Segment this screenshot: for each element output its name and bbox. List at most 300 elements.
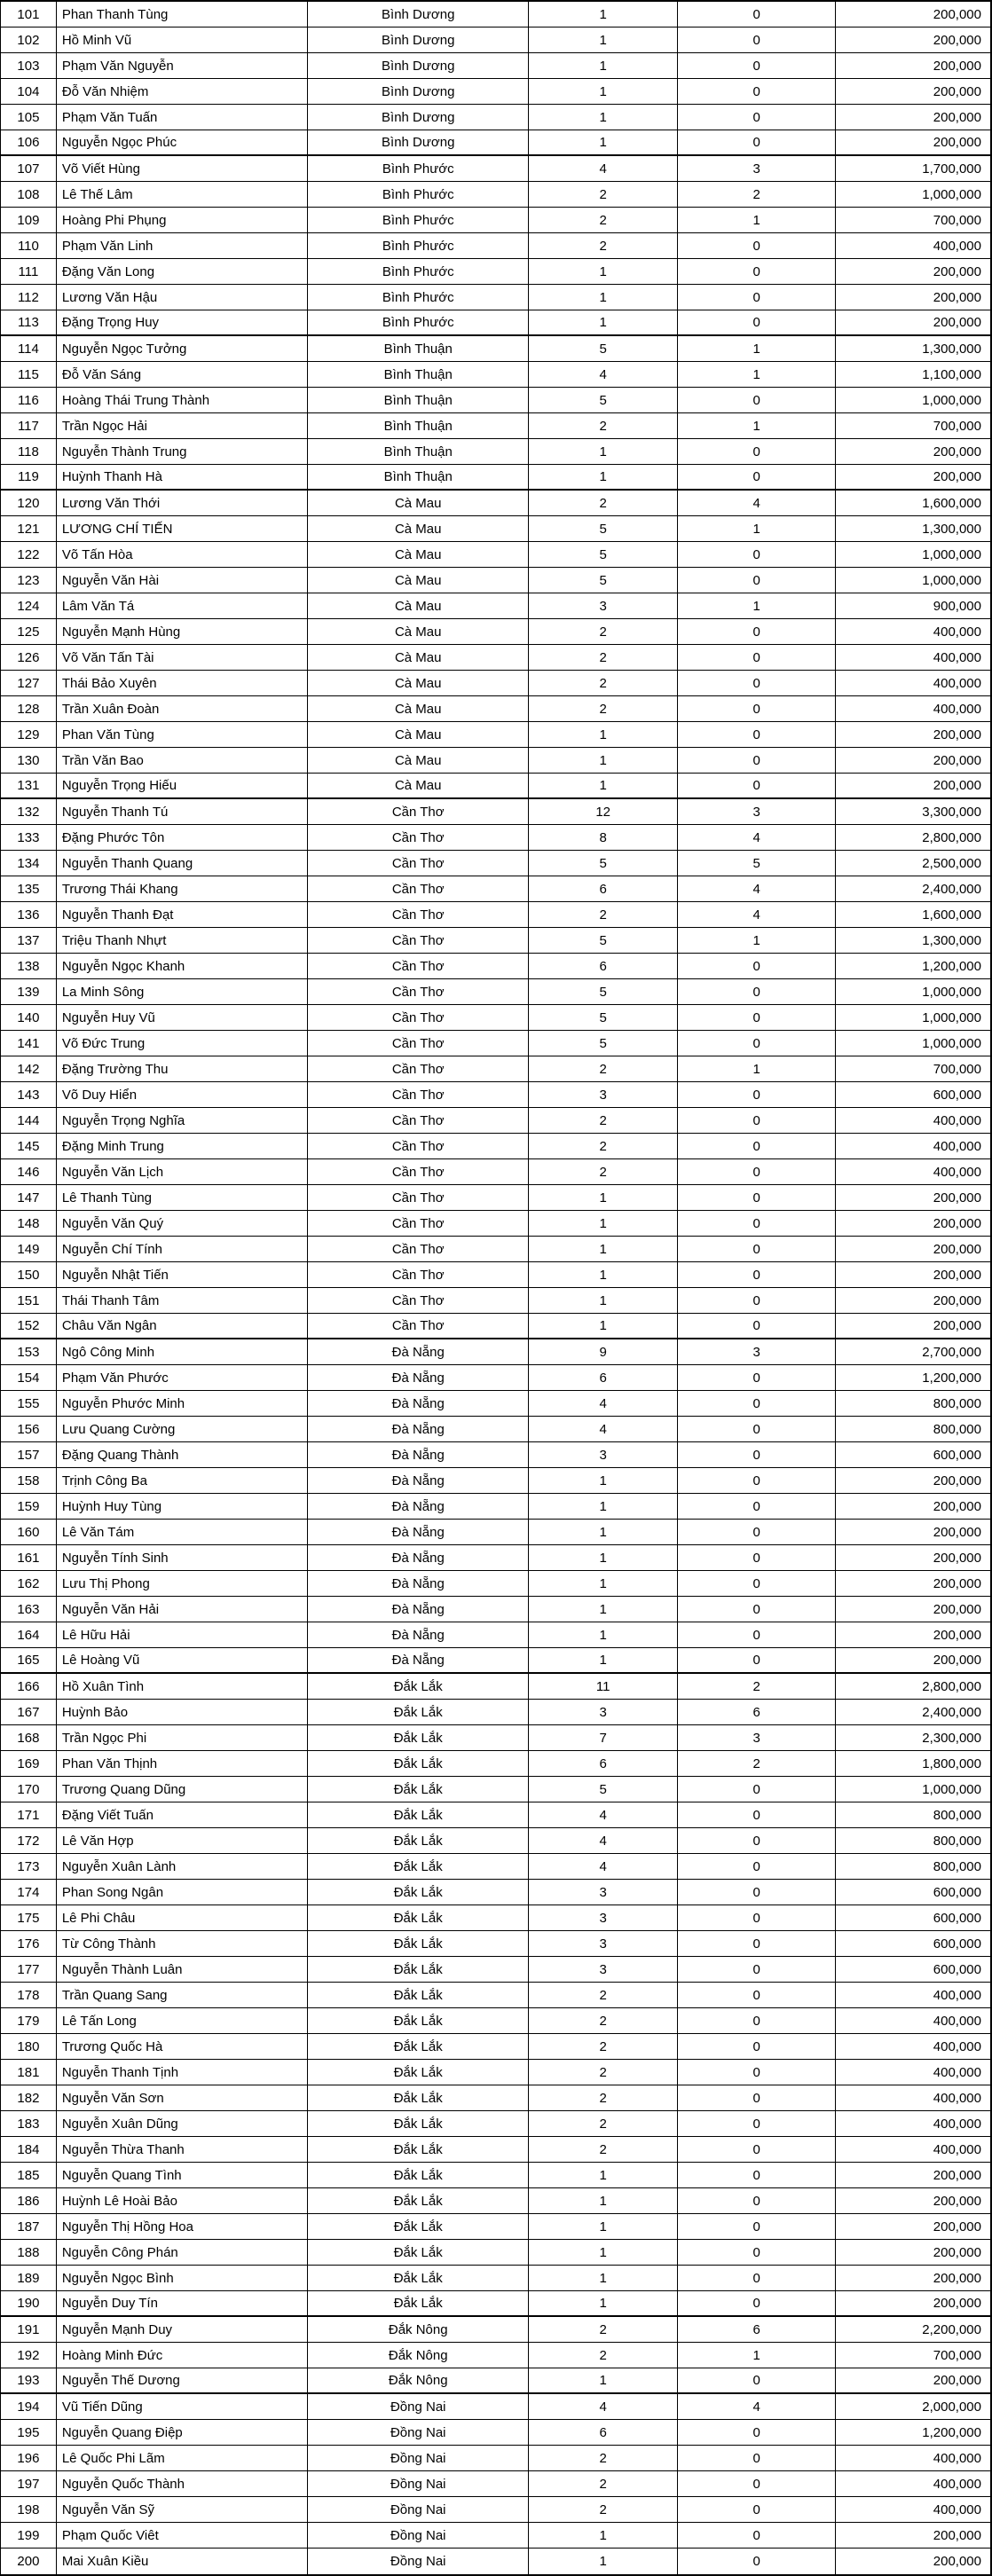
count-a-cell[interactable]: 1 bbox=[529, 748, 678, 773]
row-number-cell[interactable]: 183 bbox=[1, 2111, 57, 2136]
count-a-cell[interactable]: 1 bbox=[529, 1262, 678, 1287]
count-b-cell[interactable]: 0 bbox=[678, 1417, 837, 1441]
amount-cell[interactable]: 200,000 bbox=[933, 1627, 981, 1643]
amount-cell[interactable]: 400,000 bbox=[933, 2038, 981, 2054]
province-cell[interactable]: Cần Thơ bbox=[308, 1082, 529, 1107]
name-cell[interactable]: Lê Tấn Long bbox=[57, 2008, 308, 2033]
count-a-cell[interactable]: 1 bbox=[529, 1571, 678, 1596]
province-cell[interactable]: Bình Thuận bbox=[308, 439, 529, 464]
count-a-cell[interactable]: 5 bbox=[529, 388, 678, 412]
name-cell[interactable]: Trần Ngọc Phi bbox=[57, 1725, 308, 1750]
count-b-cell[interactable]: 0 bbox=[678, 1828, 837, 1853]
count-b-cell[interactable]: 0 bbox=[678, 259, 837, 284]
name-cell[interactable]: Vũ Tiến Dũng bbox=[57, 2394, 308, 2419]
count-a-cell[interactable]: 3 bbox=[529, 1700, 678, 1724]
name-cell[interactable]: Trương Quang Dũng bbox=[57, 1777, 308, 1802]
amount-cell[interactable]: 2,200,000 bbox=[922, 2321, 981, 2337]
count-a-cell[interactable]: 2 bbox=[529, 2446, 678, 2470]
province-cell[interactable]: Đắk Lắk bbox=[308, 2214, 529, 2239]
name-cell[interactable]: Châu Văn Ngân bbox=[57, 1314, 308, 1338]
amount-cell[interactable]: 400,000 bbox=[933, 2450, 981, 2466]
name-cell[interactable]: Nguyễn Thanh Quang bbox=[57, 851, 308, 876]
count-b-cell[interactable]: 0 bbox=[678, 1622, 837, 1647]
count-a-cell[interactable]: 8 bbox=[529, 825, 678, 850]
row-number-cell[interactable]: 104 bbox=[1, 79, 57, 104]
count-b-cell[interactable]: 0 bbox=[678, 2085, 837, 2110]
row-number-cell[interactable]: 163 bbox=[1, 1597, 57, 1622]
count-a-cell[interactable]: 1 bbox=[529, 1545, 678, 1570]
amount-cell[interactable]: 800,000 bbox=[933, 1395, 981, 1411]
name-cell[interactable]: Lưu Quang Cường bbox=[57, 1417, 308, 1441]
name-cell[interactable]: Võ Văn Tấn Tài bbox=[57, 645, 308, 670]
row-number-cell[interactable]: 144 bbox=[1, 1108, 57, 1133]
row-number-cell[interactable]: 185 bbox=[1, 2163, 57, 2187]
row-number-cell[interactable]: 173 bbox=[1, 1854, 57, 1879]
count-a-cell[interactable]: 1 bbox=[529, 1494, 678, 1519]
province-cell[interactable]: Cà Mau bbox=[308, 696, 529, 721]
row-number-cell[interactable]: 141 bbox=[1, 1031, 57, 1056]
row-number-cell[interactable]: 160 bbox=[1, 1520, 57, 1544]
amount-cell[interactable]: 200,000 bbox=[933, 1473, 981, 1488]
count-b-cell[interactable]: 0 bbox=[678, 285, 837, 310]
count-a-cell[interactable]: 2 bbox=[529, 2343, 678, 2368]
province-cell[interactable]: Cà Mau bbox=[308, 619, 529, 644]
count-a-cell[interactable]: 2 bbox=[529, 1134, 678, 1158]
count-b-cell[interactable]: 0 bbox=[678, 79, 837, 104]
amount-cell[interactable]: 400,000 bbox=[933, 624, 981, 640]
count-b-cell[interactable]: 0 bbox=[678, 2523, 837, 2548]
amount-cell[interactable]: 400,000 bbox=[933, 1138, 981, 1154]
row-number-cell[interactable]: 186 bbox=[1, 2188, 57, 2213]
count-a-cell[interactable]: 4 bbox=[529, 1802, 678, 1827]
name-cell[interactable]: Phạm Văn Tuấn bbox=[57, 105, 308, 130]
amount-cell[interactable]: 3,300,000 bbox=[922, 804, 981, 820]
count-a-cell[interactable]: 1 bbox=[529, 53, 678, 78]
count-b-cell[interactable]: 5 bbox=[678, 851, 837, 876]
count-a-cell[interactable]: 1 bbox=[529, 1314, 678, 1338]
name-cell[interactable]: Trần Quang Sang bbox=[57, 1983, 308, 2007]
count-b-cell[interactable]: 0 bbox=[678, 233, 837, 258]
count-b-cell[interactable]: 0 bbox=[678, 1005, 837, 1030]
count-a-cell[interactable]: 4 bbox=[529, 1417, 678, 1441]
row-number-cell[interactable]: 188 bbox=[1, 2240, 57, 2265]
amount-cell[interactable]: 200,000 bbox=[933, 2193, 981, 2209]
count-b-cell[interactable]: 0 bbox=[678, 748, 837, 773]
row-number-cell[interactable]: 115 bbox=[1, 362, 57, 387]
row-number-cell[interactable]: 135 bbox=[1, 876, 57, 901]
province-cell[interactable]: Đắk Lắk bbox=[308, 1854, 529, 1879]
name-cell[interactable]: Đỗ Văn Nhiệm bbox=[57, 79, 308, 104]
province-cell[interactable]: Cần Thơ bbox=[308, 928, 529, 953]
amount-cell[interactable]: 200,000 bbox=[933, 2296, 981, 2311]
row-number-cell[interactable]: 196 bbox=[1, 2446, 57, 2470]
amount-cell[interactable]: 200,000 bbox=[933, 2244, 981, 2260]
amount-cell[interactable]: 400,000 bbox=[933, 2090, 981, 2106]
count-a-cell[interactable]: 2 bbox=[529, 619, 678, 644]
count-a-cell[interactable]: 4 bbox=[529, 2394, 678, 2419]
amount-cell[interactable]: 1,300,000 bbox=[922, 341, 981, 357]
province-cell[interactable]: Đà Nẵng bbox=[308, 1417, 529, 1441]
name-cell[interactable]: Nguyễn Xuân Lành bbox=[57, 1854, 308, 1879]
count-b-cell[interactable]: 0 bbox=[678, 1391, 837, 1416]
count-a-cell[interactable]: 2 bbox=[529, 1108, 678, 1133]
count-b-cell[interactable]: 0 bbox=[678, 2266, 837, 2290]
name-cell[interactable]: Nguyễn Phước Minh bbox=[57, 1391, 308, 1416]
count-b-cell[interactable]: 0 bbox=[678, 439, 837, 464]
count-a-cell[interactable]: 3 bbox=[529, 1442, 678, 1467]
count-a-cell[interactable]: 1 bbox=[529, 2214, 678, 2239]
name-cell[interactable]: Hoàng Thái Trung Thành bbox=[57, 388, 308, 412]
row-number-cell[interactable]: 106 bbox=[1, 130, 57, 154]
row-number-cell[interactable]: 122 bbox=[1, 542, 57, 567]
row-number-cell[interactable]: 184 bbox=[1, 2137, 57, 2162]
amount-cell[interactable]: 200,000 bbox=[933, 1575, 981, 1591]
row-number-cell[interactable]: 153 bbox=[1, 1339, 57, 1364]
count-b-cell[interactable]: 0 bbox=[678, 1365, 837, 1390]
amount-cell[interactable]: 200,000 bbox=[933, 109, 981, 125]
count-a-cell[interactable]: 6 bbox=[529, 876, 678, 901]
row-number-cell[interactable]: 120 bbox=[1, 491, 57, 515]
name-cell[interactable]: Lê Thế Lâm bbox=[57, 182, 308, 207]
count-a-cell[interactable]: 2 bbox=[529, 208, 678, 232]
amount-cell[interactable]: 1,000,000 bbox=[922, 546, 981, 562]
count-b-cell[interactable]: 0 bbox=[678, 2471, 837, 2496]
name-cell[interactable]: Nguyễn Trọng Hiếu bbox=[57, 774, 308, 797]
row-number-cell[interactable]: 170 bbox=[1, 1777, 57, 1802]
count-b-cell[interactable]: 1 bbox=[678, 413, 837, 438]
row-number-cell[interactable]: 140 bbox=[1, 1005, 57, 1030]
count-b-cell[interactable]: 0 bbox=[678, 568, 837, 593]
row-number-cell[interactable]: 177 bbox=[1, 1957, 57, 1982]
row-number-cell[interactable]: 162 bbox=[1, 1571, 57, 1596]
amount-cell[interactable]: 1,000,000 bbox=[922, 1009, 981, 1025]
amount-cell[interactable]: 1,300,000 bbox=[922, 932, 981, 948]
amount-cell[interactable]: 1,000,000 bbox=[922, 186, 981, 202]
province-cell[interactable]: Bình Dương bbox=[308, 2, 529, 27]
count-a-cell[interactable]: 1 bbox=[529, 27, 678, 52]
province-cell[interactable]: Cà Mau bbox=[308, 774, 529, 797]
province-cell[interactable]: Cần Thơ bbox=[308, 1108, 529, 1133]
row-number-cell[interactable]: 165 bbox=[1, 1648, 57, 1672]
amount-cell[interactable]: 200,000 bbox=[933, 58, 981, 74]
row-number-cell[interactable]: 121 bbox=[1, 516, 57, 541]
name-cell[interactable]: Đặng Minh Trung bbox=[57, 1134, 308, 1158]
name-cell[interactable]: Võ Viết Hùng bbox=[57, 156, 308, 181]
row-number-cell[interactable]: 103 bbox=[1, 53, 57, 78]
count-a-cell[interactable]: 7 bbox=[529, 1725, 678, 1750]
amount-cell[interactable]: 400,000 bbox=[933, 649, 981, 665]
name-cell[interactable]: Đặng Quang Thành bbox=[57, 1442, 308, 1467]
province-cell[interactable]: Đắk Lắk bbox=[308, 1931, 529, 1956]
amount-cell[interactable]: 600,000 bbox=[933, 1447, 981, 1463]
row-number-cell[interactable]: 101 bbox=[1, 2, 57, 27]
count-a-cell[interactable]: 2 bbox=[529, 2317, 678, 2342]
count-b-cell[interactable]: 0 bbox=[678, 1520, 837, 1544]
name-cell[interactable]: Thái Thanh Tâm bbox=[57, 1288, 308, 1313]
name-cell[interactable]: Từ Công Thành bbox=[57, 1931, 308, 1956]
row-number-cell[interactable]: 178 bbox=[1, 1983, 57, 2007]
province-cell[interactable]: Đà Nẵng bbox=[308, 1442, 529, 1467]
count-a-cell[interactable]: 6 bbox=[529, 1751, 678, 1776]
count-b-cell[interactable]: 0 bbox=[678, 696, 837, 721]
name-cell[interactable]: Huỳnh Bảo bbox=[57, 1700, 308, 1724]
amount-cell[interactable]: 200,000 bbox=[933, 1292, 981, 1308]
row-number-cell[interactable]: 102 bbox=[1, 27, 57, 52]
name-cell[interactable]: Huỳnh Thanh Hà bbox=[57, 465, 308, 489]
province-cell[interactable]: Đắk Nông bbox=[308, 2317, 529, 2342]
count-a-cell[interactable]: 5 bbox=[529, 1031, 678, 1056]
count-b-cell[interactable]: 0 bbox=[678, 1545, 837, 1570]
row-number-cell[interactable]: 134 bbox=[1, 851, 57, 876]
count-a-cell[interactable]: 5 bbox=[529, 568, 678, 593]
row-number-cell[interactable]: 148 bbox=[1, 1211, 57, 1236]
amount-cell[interactable]: 400,000 bbox=[933, 675, 981, 691]
count-b-cell[interactable]: 0 bbox=[678, 1108, 837, 1133]
amount-cell[interactable]: 200,000 bbox=[933, 1241, 981, 1257]
count-b-cell[interactable]: 0 bbox=[678, 1597, 837, 1622]
amount-cell[interactable]: 1,600,000 bbox=[922, 495, 981, 511]
count-a-cell[interactable]: 5 bbox=[529, 336, 678, 361]
amount-cell[interactable]: 900,000 bbox=[933, 598, 981, 614]
row-number-cell[interactable]: 128 bbox=[1, 696, 57, 721]
province-cell[interactable]: Đắk Lắk bbox=[308, 1905, 529, 1930]
count-b-cell[interactable]: 0 bbox=[678, 1185, 837, 1210]
province-cell[interactable]: Cần Thơ bbox=[308, 1005, 529, 1030]
amount-cell[interactable]: 1,300,000 bbox=[922, 521, 981, 537]
amount-cell[interactable]: 400,000 bbox=[933, 2476, 981, 2492]
count-a-cell[interactable]: 2 bbox=[529, 233, 678, 258]
count-a-cell[interactable]: 9 bbox=[529, 1339, 678, 1364]
count-b-cell[interactable]: 0 bbox=[678, 671, 837, 695]
amount-cell[interactable]: 600,000 bbox=[933, 1087, 981, 1103]
province-cell[interactable]: Đắk Lắk bbox=[308, 1802, 529, 1827]
count-b-cell[interactable]: 3 bbox=[678, 1339, 837, 1364]
amount-cell[interactable]: 200,000 bbox=[933, 315, 981, 330]
amount-cell[interactable]: 400,000 bbox=[933, 2013, 981, 2029]
count-b-cell[interactable]: 1 bbox=[678, 336, 837, 361]
province-cell[interactable]: Đồng Nai bbox=[308, 2420, 529, 2445]
row-number-cell[interactable]: 168 bbox=[1, 1725, 57, 1750]
count-b-cell[interactable]: 0 bbox=[678, 1494, 837, 1519]
row-number-cell[interactable]: 150 bbox=[1, 1262, 57, 1287]
name-cell[interactable]: Nguyễn Văn Hải bbox=[57, 1597, 308, 1622]
count-a-cell[interactable]: 6 bbox=[529, 2420, 678, 2445]
name-cell[interactable]: Hoàng Phi Phụng bbox=[57, 208, 308, 232]
name-cell[interactable]: Trương Thái Khang bbox=[57, 876, 308, 901]
amount-cell[interactable]: 700,000 bbox=[933, 418, 981, 434]
count-b-cell[interactable]: 0 bbox=[678, 1031, 837, 1056]
count-b-cell[interactable]: 0 bbox=[678, 2240, 837, 2265]
name-cell[interactable]: Nguyễn Ngọc Tưởng bbox=[57, 336, 308, 361]
row-number-cell[interactable]: 116 bbox=[1, 388, 57, 412]
count-b-cell[interactable]: 0 bbox=[678, 2368, 837, 2392]
name-cell[interactable]: Huỳnh Lê Hoài Bảo bbox=[57, 2188, 308, 2213]
count-b-cell[interactable]: 1 bbox=[678, 1056, 837, 1081]
amount-cell[interactable]: 1,000,000 bbox=[922, 572, 981, 588]
row-number-cell[interactable]: 171 bbox=[1, 1802, 57, 1827]
row-number-cell[interactable]: 167 bbox=[1, 1700, 57, 1724]
count-a-cell[interactable]: 1 bbox=[529, 1185, 678, 1210]
count-b-cell[interactable]: 0 bbox=[678, 1468, 837, 1493]
row-number-cell[interactable]: 145 bbox=[1, 1134, 57, 1158]
province-cell[interactable]: Cần Thơ bbox=[308, 1056, 529, 1081]
province-cell[interactable]: Đắk Lắk bbox=[308, 1880, 529, 1905]
count-b-cell[interactable]: 1 bbox=[678, 516, 837, 541]
province-cell[interactable]: Cần Thơ bbox=[308, 1159, 529, 1184]
count-a-cell[interactable]: 1 bbox=[529, 2523, 678, 2548]
count-b-cell[interactable]: 0 bbox=[678, 1905, 837, 1930]
province-cell[interactable]: Cần Thơ bbox=[308, 825, 529, 850]
count-b-cell[interactable]: 0 bbox=[678, 1571, 837, 1596]
row-number-cell[interactable]: 108 bbox=[1, 182, 57, 207]
name-cell[interactable]: Thái Bảo Xuyên bbox=[57, 671, 308, 695]
count-a-cell[interactable]: 2 bbox=[529, 2060, 678, 2085]
amount-cell[interactable]: 200,000 bbox=[933, 2167, 981, 2183]
amount-cell[interactable]: 200,000 bbox=[933, 1601, 981, 1617]
province-cell[interactable]: Cà Mau bbox=[308, 568, 529, 593]
name-cell[interactable]: Nguyễn Quang Tình bbox=[57, 2163, 308, 2187]
amount-cell[interactable]: 700,000 bbox=[933, 2347, 981, 2363]
row-number-cell[interactable]: 136 bbox=[1, 902, 57, 927]
province-cell[interactable]: Đồng Nai bbox=[308, 2471, 529, 2496]
province-cell[interactable]: Đà Nẵng bbox=[308, 1339, 529, 1364]
province-cell[interactable]: Đắk Lắk bbox=[308, 2291, 529, 2315]
row-number-cell[interactable]: 194 bbox=[1, 2394, 57, 2419]
amount-cell[interactable]: 200,000 bbox=[933, 2373, 981, 2388]
row-number-cell[interactable]: 129 bbox=[1, 722, 57, 747]
amount-cell[interactable]: 2,300,000 bbox=[922, 1730, 981, 1746]
province-cell[interactable]: Đắk Lắk bbox=[308, 2240, 529, 2265]
count-a-cell[interactable]: 11 bbox=[529, 1674, 678, 1699]
amount-cell[interactable]: 1,000,000 bbox=[922, 984, 981, 1000]
amount-cell[interactable]: 2,400,000 bbox=[922, 1704, 981, 1720]
province-cell[interactable]: Cà Mau bbox=[308, 491, 529, 515]
province-cell[interactable]: Đắk Lắk bbox=[308, 2060, 529, 2085]
count-b-cell[interactable]: 0 bbox=[678, 2446, 837, 2470]
amount-cell[interactable]: 200,000 bbox=[933, 263, 981, 279]
amount-cell[interactable]: 400,000 bbox=[933, 1987, 981, 2003]
row-number-cell[interactable]: 123 bbox=[1, 568, 57, 593]
name-cell[interactable]: Huỳnh Huy Tùng bbox=[57, 1494, 308, 1519]
count-a-cell[interactable]: 1 bbox=[529, 2291, 678, 2315]
count-b-cell[interactable]: 0 bbox=[678, 1211, 837, 1236]
province-cell[interactable]: Cần Thơ bbox=[308, 954, 529, 978]
row-number-cell[interactable]: 126 bbox=[1, 645, 57, 670]
count-a-cell[interactable]: 1 bbox=[529, 1237, 678, 1261]
province-cell[interactable]: Đắk Lắk bbox=[308, 2188, 529, 2213]
row-number-cell[interactable]: 117 bbox=[1, 413, 57, 438]
name-cell[interactable]: Nguyễn Thành Luân bbox=[57, 1957, 308, 1982]
row-number-cell[interactable]: 189 bbox=[1, 2266, 57, 2290]
name-cell[interactable]: Đặng Trường Thu bbox=[57, 1056, 308, 1081]
row-number-cell[interactable]: 119 bbox=[1, 465, 57, 489]
name-cell[interactable]: Phạm Văn Linh bbox=[57, 233, 308, 258]
count-b-cell[interactable]: 6 bbox=[678, 2317, 837, 2342]
province-cell[interactable]: Đắk Lắk bbox=[308, 2034, 529, 2059]
amount-cell[interactable]: 600,000 bbox=[933, 1961, 981, 1977]
count-b-cell[interactable]: 0 bbox=[678, 1262, 837, 1287]
row-number-cell[interactable]: 105 bbox=[1, 105, 57, 130]
name-cell[interactable]: Nguyễn Quang Điệp bbox=[57, 2420, 308, 2445]
province-cell[interactable]: Cần Thơ bbox=[308, 876, 529, 901]
province-cell[interactable]: Cà Mau bbox=[308, 722, 529, 747]
name-cell[interactable]: Triệu Thanh Nhựt bbox=[57, 928, 308, 953]
province-cell[interactable]: Cần Thơ bbox=[308, 1237, 529, 1261]
row-number-cell[interactable]: 156 bbox=[1, 1417, 57, 1441]
count-a-cell[interactable]: 2 bbox=[529, 1983, 678, 2007]
province-cell[interactable]: Bình Phước bbox=[308, 259, 529, 284]
count-b-cell[interactable]: 0 bbox=[678, 1931, 837, 1956]
row-number-cell[interactable]: 138 bbox=[1, 954, 57, 978]
name-cell[interactable]: Nguyễn Ngọc Bình bbox=[57, 2266, 308, 2290]
province-cell[interactable]: Cà Mau bbox=[308, 645, 529, 670]
province-cell[interactable]: Bình Dương bbox=[308, 79, 529, 104]
row-number-cell[interactable]: 180 bbox=[1, 2034, 57, 2059]
amount-cell[interactable]: 1,800,000 bbox=[922, 1755, 981, 1771]
count-a-cell[interactable]: 1 bbox=[529, 2368, 678, 2392]
count-a-cell[interactable]: 2 bbox=[529, 491, 678, 515]
row-number-cell[interactable]: 181 bbox=[1, 2060, 57, 2085]
count-a-cell[interactable]: 5 bbox=[529, 542, 678, 567]
province-cell[interactable]: Bình Phước bbox=[308, 233, 529, 258]
count-a-cell[interactable]: 5 bbox=[529, 1005, 678, 1030]
name-cell[interactable]: Nguyễn Văn Hài bbox=[57, 568, 308, 593]
province-cell[interactable]: Đắk Lắk bbox=[308, 2266, 529, 2290]
name-cell[interactable]: Trịnh Công Ba bbox=[57, 1468, 308, 1493]
row-number-cell[interactable]: 139 bbox=[1, 979, 57, 1004]
count-a-cell[interactable]: 1 bbox=[529, 1648, 678, 1672]
count-a-cell[interactable]: 2 bbox=[529, 413, 678, 438]
name-cell[interactable]: Phan Song Ngân bbox=[57, 1880, 308, 1905]
name-cell[interactable]: Nguyễn Tính Sinh bbox=[57, 1545, 308, 1570]
count-a-cell[interactable]: 2 bbox=[529, 2008, 678, 2033]
count-a-cell[interactable]: 5 bbox=[529, 1777, 678, 1802]
row-number-cell[interactable]: 127 bbox=[1, 671, 57, 695]
count-a-cell[interactable]: 1 bbox=[529, 774, 678, 797]
province-cell[interactable]: Cần Thơ bbox=[308, 1288, 529, 1313]
row-number-cell[interactable]: 176 bbox=[1, 1931, 57, 1956]
name-cell[interactable]: Nguyễn Thanh Đạt bbox=[57, 902, 308, 927]
row-number-cell[interactable]: 147 bbox=[1, 1185, 57, 1210]
province-cell[interactable]: Bình Phước bbox=[308, 285, 529, 310]
province-cell[interactable]: Đà Nẵng bbox=[308, 1571, 529, 1596]
province-cell[interactable]: Cần Thơ bbox=[308, 902, 529, 927]
count-b-cell[interactable]: 3 bbox=[678, 156, 837, 181]
row-number-cell[interactable]: 152 bbox=[1, 1314, 57, 1338]
province-cell[interactable]: Đồng Nai bbox=[308, 2446, 529, 2470]
count-b-cell[interactable]: 0 bbox=[678, 1082, 837, 1107]
amount-cell[interactable]: 200,000 bbox=[933, 1215, 981, 1231]
amount-cell[interactable]: 400,000 bbox=[933, 2141, 981, 2157]
province-cell[interactable]: Bình Thuận bbox=[308, 413, 529, 438]
count-a-cell[interactable]: 2 bbox=[529, 696, 678, 721]
count-a-cell[interactable]: 2 bbox=[529, 2137, 678, 2162]
amount-cell[interactable]: 400,000 bbox=[933, 701, 981, 717]
name-cell[interactable]: Lê Thanh Tùng bbox=[57, 1185, 308, 1210]
amount-cell[interactable]: 200,000 bbox=[933, 1550, 981, 1566]
name-cell[interactable]: Lê Phi Châu bbox=[57, 1905, 308, 1930]
amount-cell[interactable]: 200,000 bbox=[933, 83, 981, 99]
count-b-cell[interactable]: 0 bbox=[678, 1957, 837, 1982]
province-cell[interactable]: Cà Mau bbox=[308, 516, 529, 541]
count-a-cell[interactable]: 1 bbox=[529, 1211, 678, 1236]
province-cell[interactable]: Bình Thuận bbox=[308, 336, 529, 361]
name-cell[interactable]: Võ Đức Trung bbox=[57, 1031, 308, 1056]
count-a-cell[interactable]: 1 bbox=[529, 2266, 678, 2290]
count-a-cell[interactable]: 1 bbox=[529, 2, 678, 27]
count-b-cell[interactable]: 1 bbox=[678, 928, 837, 953]
province-cell[interactable]: Đắk Lắk bbox=[308, 2163, 529, 2187]
